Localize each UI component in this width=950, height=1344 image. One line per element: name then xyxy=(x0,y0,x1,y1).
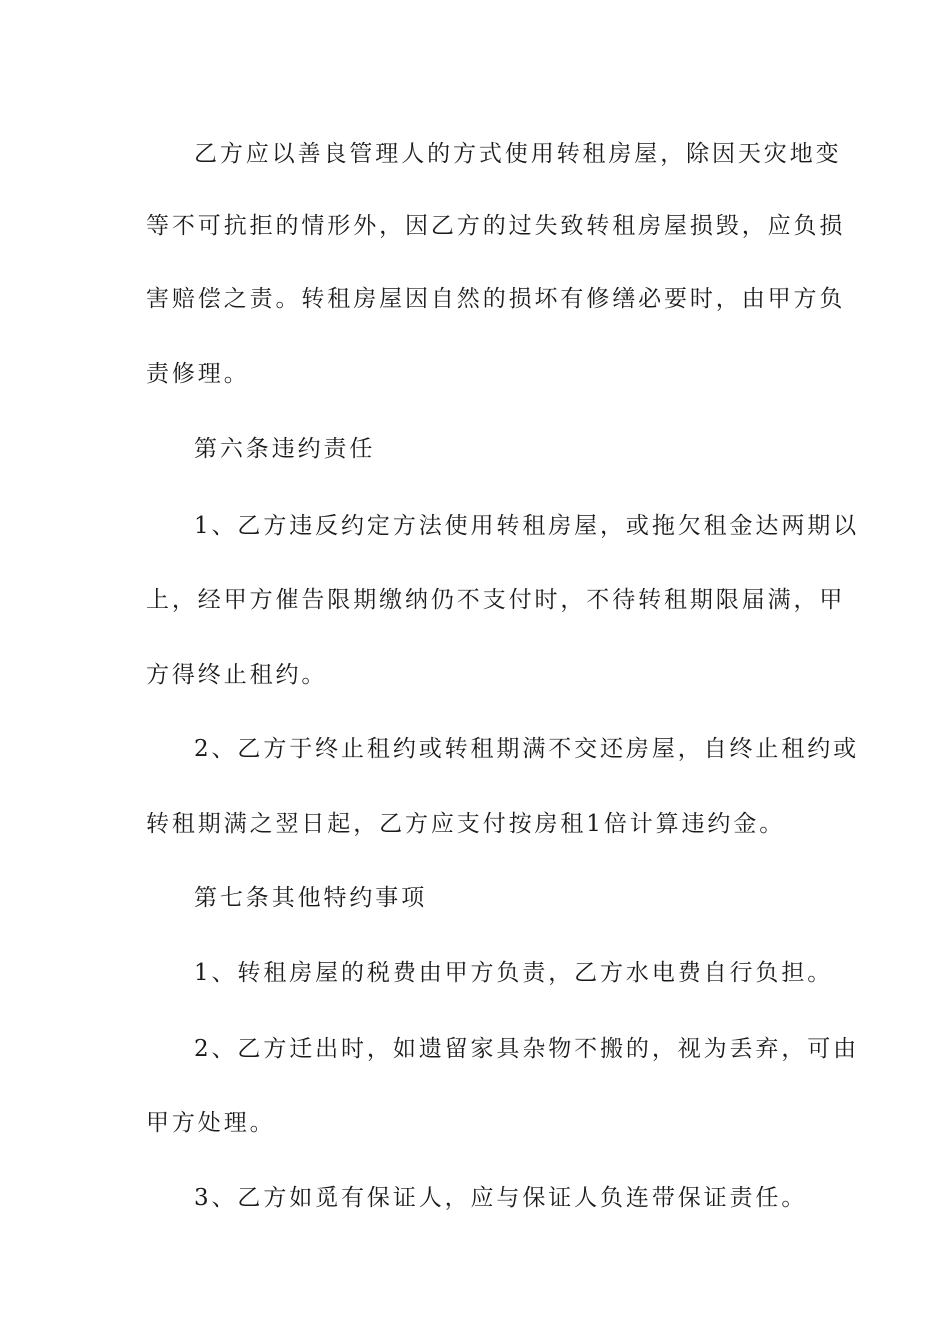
paragraph-line: 上，经甲方催告限期缴纳仍不支付时，不待转租期限届满，甲 xyxy=(146,587,846,613)
paragraph-line: 2、乙方迁出时，如遗留家具杂物不搬的，视为丢弃，可由 xyxy=(194,1036,860,1062)
paragraph-line: 方得终止租约。 xyxy=(146,662,328,688)
paragraph-line: 1、乙方违反约定方法使用转租房屋，或拖欠租金达两期以 xyxy=(194,513,860,539)
paragraph-line: 2、乙方于终止租约或转租期满不交还房屋，自终止租约或 xyxy=(194,736,860,762)
paragraph-line: 责修理。 xyxy=(146,361,250,387)
paragraph-line: 害赔偿之责。转租房屋因自然的损坏有修缮必要时，由甲方负 xyxy=(146,286,846,312)
paragraph-line: 乙方应以善良管理人的方式使用转租房屋，除因天灾地变 xyxy=(194,141,842,167)
paragraph-line: 3、乙方如觅有保证人，应与保证人负连带保证责任。 xyxy=(194,1185,808,1211)
section-heading: 第七条其他特约事项 xyxy=(194,885,428,911)
section-heading: 第六条违约责任 xyxy=(194,436,376,462)
paragraph-line: 甲方处理。 xyxy=(146,1110,276,1136)
paragraph-line: 等不可抗拒的情形外，因乙方的过失致转租房屋损毁，应负损 xyxy=(146,213,846,239)
paragraph-line: 转租期满之翌日起，乙方应支付按房租1倍计算违约金。 xyxy=(146,811,786,837)
paragraph-line: 1、转租房屋的税费由甲方负责，乙方水电费自行负担。 xyxy=(194,960,834,986)
